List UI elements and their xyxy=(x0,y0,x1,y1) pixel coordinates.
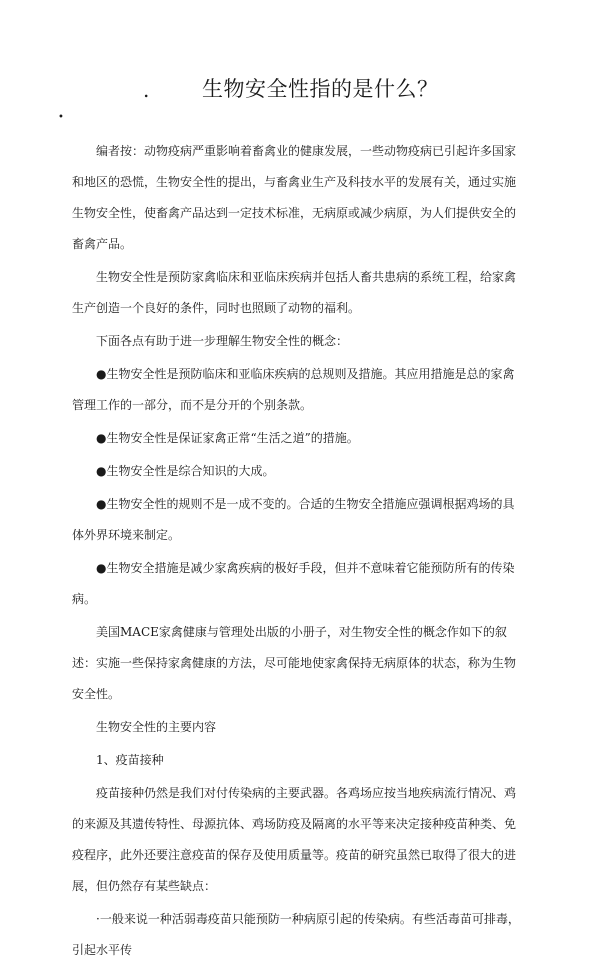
bullet-point-2: ●生物安全性是保证家禽正常“生活之道”的措施。 xyxy=(96,431,359,445)
section-heading-main-content: 生物安全性的主要内容 xyxy=(96,720,217,734)
bullet-point-3: ●生物安全性是综合知识的大成。 xyxy=(96,464,275,478)
bullet-point-5: ●生物安全措施是减少家禽疾病的极好手段，但并不意味着它能预防所有的传染病。 xyxy=(72,561,515,606)
paragraph-vaccination: 疫苗接种仍然是我们对付传染病的主要武器。各鸡场应按当地疾病流行情况、鸡的来源及其遗传特性、母源抗体、鸡场防疫及隔离的水平等来决定接种疫苗种类、免疫程序，此外还要注意疫苗的保存及使用质量等。疫苗的研究虽然已取得了很大的进展，但仍然存有某些缺点： xyxy=(72,786,517,893)
bullet-point-1: ●生物安全性是预防临床和亚临床疾病的总规则及措施。其应用措施是总的家禽管理工作的一部分，而不是分开的个别条款。 xyxy=(72,367,515,412)
paragraph-intro-points: 下面各点有助于进一步理解生物安全性的概念： xyxy=(96,334,349,348)
title-row xyxy=(0,76,600,106)
paragraph-live-vaccine: ·一般来说一种活弱毒疫苗只能预防一种病原引起的传染病。有些活毒苗可排毒，引起水平传 xyxy=(72,912,520,957)
document-body xyxy=(72,136,520,966)
paragraph-mace: 美国MACE家禽健康与管理处出版的小册子，对生物安全性的概念作如下的叙述：实施一些保持家禽健康的方法，尽可能地使家禽保持无病原体的状态，称为生物安全性。 xyxy=(72,625,517,701)
subsection-heading-vaccination: 1、疫苗接种 xyxy=(96,753,164,767)
paragraph-editor-note: 编者按：动物疫病严重影响着畜禽业的健康发展，一些动物疫病已引起许多国家和地区的恐慌，生物安全性的提出，与畜禽业生产及科技水平的发展有关，通过实施生物安全性，使畜禽产品达到一定技术标准，无病原或减少病原，为人们提供安全的畜禽产品。 xyxy=(72,144,517,251)
paragraph-definition: 生物安全性是预防家禽临床和亚临床疾病并包括人畜共患病的系统工程，给家禽生产创造一个良好的条件，同时也照顾了动物的福利。 xyxy=(72,270,517,315)
page-title: 生物安全性指的是什么？ xyxy=(202,77,439,101)
stray-bullet: • xyxy=(58,112,64,123)
title-marker: . xyxy=(143,78,150,102)
bullet-point-4: ●生物安全性的规则不是一成不变的。合适的生物安全措施应强调根据鸡场的具体外界环境来制定。 xyxy=(72,497,515,542)
